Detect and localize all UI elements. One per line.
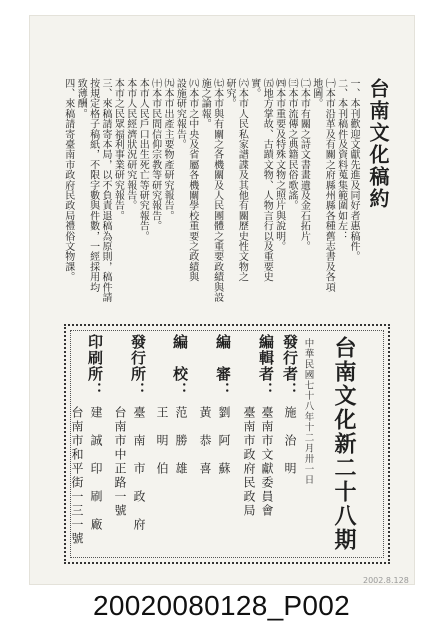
notice-clause-line: ㈨本市出產主要物產研究報告。	[162, 78, 173, 221]
notice-clause-line: 地圖。	[310, 78, 322, 109]
distributor-col-1: 臺 南 市 政 府	[132, 406, 146, 532]
editor-org-label: 編輯者：	[257, 334, 275, 398]
notice-clause-line: 實。	[248, 78, 260, 99]
notice-title: 台南文化稿約	[366, 78, 390, 210]
issue-date: 中華民國七十八年十二月卅一日	[302, 338, 314, 485]
publisher-label: 發行者：	[281, 334, 299, 398]
printer-col-1: 建 誠 印 刷 廠	[89, 406, 103, 532]
proof-col-2: 王 明 伯	[155, 406, 169, 476]
printer-label: 印刷所：	[86, 334, 104, 398]
editor-org-value-1: 臺南市文獻委員會	[260, 406, 274, 518]
document-page	[30, 16, 414, 584]
notice-clause-line: 致薄酬。	[75, 78, 87, 119]
notice-clause-line: 研究。	[224, 78, 235, 109]
notice-clause-line: 施之論報。	[199, 78, 211, 129]
notice-clause-line: 四、來稿請寄臺南市政府民政局禮俗文物課。	[62, 78, 74, 282]
notice-clause-line: ㈠本市沿革及有關之府縣州縣各種舊志書及各項	[323, 78, 335, 293]
notice-clause-line: 本市之民眾福利事業研究報告。	[112, 78, 124, 221]
notice-clause-line: 三、來稿請寄本局，以不負責退稿為原則，稿件請	[100, 78, 111, 303]
archive-stamp: 2002.8.128	[363, 576, 409, 585]
notice-clause-line: ㈢本市流傳之典籍民俗歌謠。	[286, 78, 297, 211]
notice-clause-line: ㈦本市與有關之各機關及人民團體之重要政績與設	[211, 78, 223, 303]
image-caption: 20020080128_P002	[92, 590, 351, 621]
notice-clause-line: 按規定格子稿紙，不限字數與件數，一經採用均	[87, 78, 99, 293]
notice-clause-line: ㈩本市民間信仰宗教等研究報告。	[149, 78, 161, 231]
notice-clause-line: ㈣本市重要及特殊文物之照片與說明。	[273, 78, 285, 252]
issue-title: 台南文化新二十八期	[331, 336, 357, 552]
editors-col-2: 黃 恭 喜	[198, 406, 212, 476]
proof-col-1: 范 勝 雄	[174, 406, 188, 476]
editor-org-value-2: 臺南市政府民政局	[242, 406, 256, 518]
publisher-value: 施 治 明	[283, 406, 297, 476]
editors-label: 編 審：	[214, 334, 232, 398]
notice-clause-line: 本市人民戶口出生死亡等研究報告。	[137, 78, 149, 242]
notice-clause-line: 一、本刊歡迎文獻先進及同好者惠稿件。	[348, 78, 359, 262]
distributor-col-2: 台南市中正路一號	[113, 406, 127, 518]
notice-clause-line: 本市人民經濟狀況研究報告。	[124, 78, 136, 211]
notice-clause-line: ㈡本市有關之詩文書畫遺及金石拓片。	[298, 78, 310, 252]
notice-clause-line: ㈤地方掌故、古蹟文物、人物言行以及重要史	[261, 78, 273, 282]
notice-clause-line: 二、本刊稿件及資料蒐集範圍如左：	[335, 78, 347, 242]
proof-label: 編 校：	[171, 334, 189, 398]
printer-col-2: 台南市和平街一三一號	[70, 406, 84, 546]
editors-col-1: 劉 阿 蘇	[217, 406, 231, 476]
notice-clause-line: ㈧本市之中央及省屬各機關學校重要之政績與	[186, 78, 198, 282]
notice-clause-line: ㈥本市人民私家譜諜及其他有關歷史性文物之	[236, 78, 248, 282]
notice-clause-line: 設施研究報告。	[174, 78, 186, 150]
distributor-label: 發行所：	[129, 334, 147, 398]
